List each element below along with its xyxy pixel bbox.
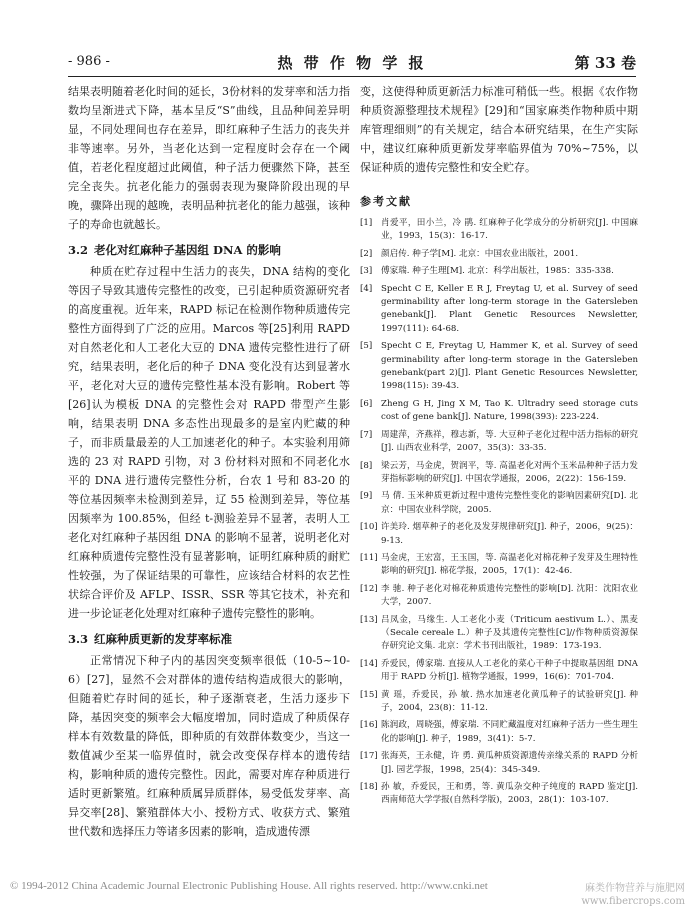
reference-item: [13] 吕凤金，马缘生. 人工老化小麦（Triticum aestivum L.）、黑麦（Secale cereale L.）种子及其遗传完整性[C]//作物种质资源保存研究论文集. 北京：学术书刊出版社，1989：173-193. bbox=[360, 614, 638, 652]
reference-item: [14] 乔爱民，傅家瑞. 直接从人工老化的菜心干种子中提取基因组 DNA 用于 RAPD 分析[J]. 植物学通报，1999，16(6)：701-704. bbox=[360, 658, 638, 683]
section-3-3-heading bbox=[68, 629, 350, 649]
reference-item: [3] 傅家瑞. 种子生理[M]. 北京：科学出版社，1985：335-338. bbox=[360, 266, 614, 277]
watermark-site-url: www.fibercrops.com bbox=[581, 896, 685, 907]
paragraph-dna-integrity: 种质在贮存过程中生活力的丧失，DNA 结构的变化等因子导致其遗传完整性的改变，已引起种质资源研究者的高度重视。近年来，RAPD 标记在检测作物种质遗传完整性方面得到了广泛的应用。Marcos 等[25]利用 RAPD 对自然老化和人工老化大豆的 DNA 遗传完整性进行了研究，结果表明，老化后的种子 DNA 变化没有达到显著水平，老化对大豆的遗传完整性基本没有影响。Robert 等[26]认为模板 DNA 的完整性会对 RAPD 带型产生影响，结果表明 DNA 多态性出现最多的是室内贮藏的种子，而非质量最差的人工加速老化的种子。本实验利用筛选的 23 对 RAPD 引物，对 3 份材料对照和不同老化水平的 DNA 进行遗传完整性分析，台农 1 号和 83-20 的等位基因频率未检测到差异，辽 55 检测到差异，等位基因频率为 100.85%，但经 t-测验差异不显著，表明人工老化对红麻种子基因组 DNA 的影响不显著，说明老化对红麻种质遗传完整性没有显著影响，证明红麻种质的耐贮性较强，为了保证结果的可靠性，应该结合材料的农艺性状综合评价及 AFLP、ISSR、SSR 等其它技术，补充和进一步论证老化处理对红麻种子遗传完整性的影响。 bbox=[68, 265, 350, 620]
reference-item: [18] 孙 敏，乔爱民，王和勇，等. 黄瓜杂交种子纯度的 RAPD 鉴定[J]. 西南师范大学学报(自然科学版)，2003，28(1)：103-107. bbox=[360, 782, 638, 806]
reference-item: [11] 马金虎，王宏富，王玉国，等. 高温老化对棉花种子发芽及生理特性影响的研究[J]. 棉花学报，2005，17(1)：42-46. bbox=[360, 552, 638, 577]
section-number: 3.2 bbox=[68, 243, 89, 257]
section-3-2-heading bbox=[68, 240, 350, 260]
journal-title: 热 带 作 物 学 报 bbox=[277, 54, 427, 72]
reference-item: [15] 黄 瑶，乔爱民，孙 敏. 热水加速老化黄瓜种子的试验研究[J]. 种子，2004，23(8)：11-12. bbox=[360, 689, 638, 713]
right-column bbox=[360, 82, 638, 812]
reference-item: [9] 马 倩. 玉米种质更新过程中遗传完整性变化的影响因素研究[D]. 北京：中国农业科学院，2005. bbox=[360, 491, 638, 515]
page-number: - 986 - bbox=[68, 54, 110, 69]
paragraph-germination-standard: 正常情况下种子内的基因突变频率很低（10-5~10-6）[27]，显然不会对群体的遗传结构造成很大的影响，但随着贮存时间的延长，种子逐渐衰老，生活力逐步下降，基因突变的频率会大幅度增加，同时造成了种质保存样本有效数量的降低，即种质的有效群体数变少，当这一数值减少至某一临界值时，就会改变保存样本的遗传结构，影响种质的遗传完整性。因此，需要对库存种质进行适时更新繁殖。红麻种质属异质群体，易受低发芽率、高异交率[28]、繁殖群体大小、授粉方式、收获方式、繁殖世代数和选择压力等诸多因素的影响，造成遗传漂 bbox=[68, 654, 350, 838]
section-title: 红麻种质更新的发芽率标准 bbox=[94, 632, 233, 646]
reference-item: [12] 李 驰. 种子老化对棉花种质遗传完整性的影响[D]. 沈阳：沈阳农业大学，2007. bbox=[360, 583, 638, 608]
left-column bbox=[68, 82, 350, 841]
watermark-site-name: 麻类作物营养与施肥网 bbox=[585, 883, 685, 894]
reference-list bbox=[360, 217, 638, 808]
page-header bbox=[68, 52, 636, 77]
section-title: 老化对红麻种子基因组 DNA 的影响 bbox=[94, 243, 281, 257]
reference-item: [4] Specht C E, Keller E R J, Freytag U, et al. Survey of seed germinability after long-term storage in the Gatersleben genebank[J]. Plant Genetic Resources Newsletter, 1997(111): 64-68. bbox=[360, 283, 638, 334]
reference-item: [17] 张海英，王永健，许 勇. 黄瓜种质资源遗传亲缘关系的 RAPD 分析[J]. 园艺学报，1998，25(4)：345-349. bbox=[360, 751, 638, 775]
reference-item: [16] 陈润政，周晓强，傅家瑞. 不同贮藏温度对红麻种子活力一些生理生化的影响[J]. 种子，1989，3(41)：5-7. bbox=[360, 720, 638, 744]
reference-item: [5] Specht C E, Freytag U, Hammer K, et al. Survey of seed germinability after long-term storage in the Gatersleben genebank(part 2)[J]. Plant Genetic Resources Newsletter, 1998(115): 39-43. bbox=[360, 341, 638, 392]
reference-item: [10] 许美玲. 烟草种子的老化及发芽规律研究[J]. 种子，2006，9(25)：9-13. bbox=[360, 522, 638, 546]
paragraph-continued: 变，这使得种质更新活力标准可稍低一些。根据《农作物种质资源整理技术规程》[29]和“国家麻类作物种质中期库管理细则”的有关规定，结合本研究结果，在生产实际中，建议红麻种质更新发芽率临界值为 70%~75%，以保证种质的遗传完整性和安全贮存。 bbox=[360, 85, 638, 174]
reference-item: [2] 颜启传. 种子学[M]. 北京：中国农业出版社，2001. bbox=[360, 248, 579, 259]
reference-item: [6] Zheng G H, Jing X M, Tao K. Ultradry seed storage cuts cost of gene bank[J]. Nature, 1998(393): 223-224. bbox=[360, 398, 638, 423]
reference-item: [7] 周建萍，齐燕祥，穆志新，等. 大豆种子老化过程中活力指标的研究[J]. 山西农业科学，2007，35(3)：33-35. bbox=[360, 429, 638, 454]
references-heading: 参考文献 bbox=[360, 195, 412, 208]
paragraph-aging-results: 结果表明随着老化时间的延长，3份材料的发芽率和活力指数均呈渐进式下降，基本呈反“S”曲线，且品种间差异明显，不同处理间也存在差异，即红麻种子生活力的丧失并非等速率。另外，当老化达到一定程度时会存在一个阈值，若老化程度超过此阈值，种子活力便骤然下降，甚至完全丧失。抗老化能力的强弱表现为聚降阶段出现的早晚，骤降出现的越晚，表明品种抗老化的能力越强，该种子的寿命也就越长。 bbox=[68, 85, 350, 231]
section-number: 3.3 bbox=[68, 632, 89, 646]
reference-item: [8] 梁云芳，马金虎，贺润平，等. 高温老化对两个玉米品种种子活力发芽指标影响的研究[J]. 中国农学通报，2006，2(22)：156-159. bbox=[360, 460, 638, 484]
copyright-footer: © 1994-2012 China Academic Journal Electronic Publishing House. All rights reserved. http://www.cnki.net bbox=[10, 880, 488, 892]
reference-item: [1] 肖爱平，田小兰，冷 鹃. 红麻种子化学成分的分析研究[J]. 中国麻业，1993，15(3)：16-17. bbox=[360, 218, 638, 242]
volume-label: 第 33 卷 bbox=[574, 54, 636, 72]
watermark-site bbox=[581, 882, 685, 908]
